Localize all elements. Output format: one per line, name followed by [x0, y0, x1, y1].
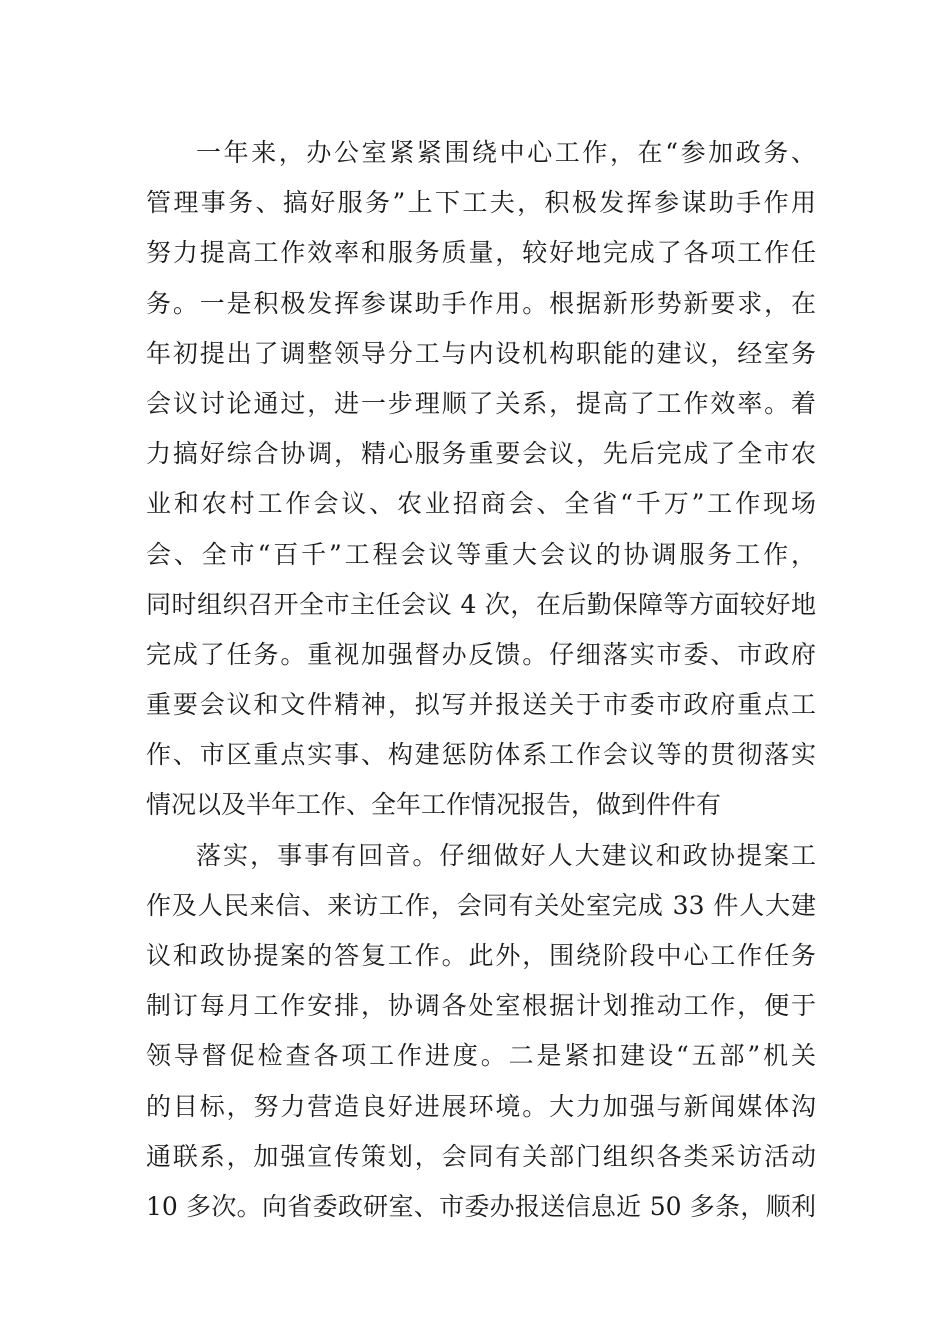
text-line: 会、全市“百千”工程会议等重大会议的协调服务工作，	[146, 539, 816, 569]
text-line: 作及人民来信、来访工作，会同有关处室完成 33 件人大建	[146, 890, 816, 920]
text-line: 完成了任务。重视加强督办反馈。仔细落实市委、市政府	[146, 639, 816, 669]
text-line: 重要会议和文件精神，拟写并报送关于市委市政府重点工	[146, 690, 816, 720]
text-line: 业和农村工作会议、农业招商会、全省“千万”工作现场	[146, 489, 816, 519]
text-line: 制订每月工作安排，协调各处室根据计划推动工作，便于	[146, 991, 816, 1021]
body-text	[146, 128, 816, 1232]
text-line: 年初提出了调整领导分工与内设机构职能的建议，经室务	[146, 338, 816, 368]
text-line: 同时组织召开全市主任会议 4 次，在后勤保障等方面较好地	[146, 589, 816, 619]
text-line: 情况以及半年工作、全年工作情况报告，做到件件有	[146, 790, 722, 820]
text-line: 务。一是积极发挥参谋助手作用。根据新形势新要求，在	[146, 288, 816, 318]
text-line: 10 多次。向省委政研室、市委办报送信息近 50 多条，顺利	[146, 1191, 816, 1221]
text-line: 努力提高工作效率和服务质量，较好地完成了各项工作任	[146, 238, 816, 268]
text-line: 管理事务、搞好服务”上下工夫，积极发挥参谋助手作用	[146, 188, 816, 218]
text-line: 领导督促检查各项工作进度。二是紧扣建设“五部”机关	[146, 1041, 816, 1071]
text-line: 落实，事事有回音。仔细做好人大建议和政协提案工	[196, 840, 816, 870]
text-line: 一年来，办公室紧紧围绕中心工作，在“参加政务、	[196, 138, 816, 167]
text-line: 通联系，加强宣传策划，会同有关部门组织各类采访活动	[146, 1141, 816, 1171]
text-line: 作、市区重点实事、构建惩防体系工作会议等的贯彻落实	[146, 740, 816, 770]
text-line: 议和政协提案的答复工作。此外，围绕阶段中心工作任务	[146, 941, 816, 970]
text-line: 力搞好综合协调，精心服务重要会议，先后完成了全市农	[146, 439, 816, 469]
text-line: 的目标，努力营造良好进展环境。大力加强与新闻媒体沟	[146, 1091, 816, 1121]
text-line: 会议讨论通过，进一步理顺了关系，提高了工作效率。着	[146, 388, 816, 418]
